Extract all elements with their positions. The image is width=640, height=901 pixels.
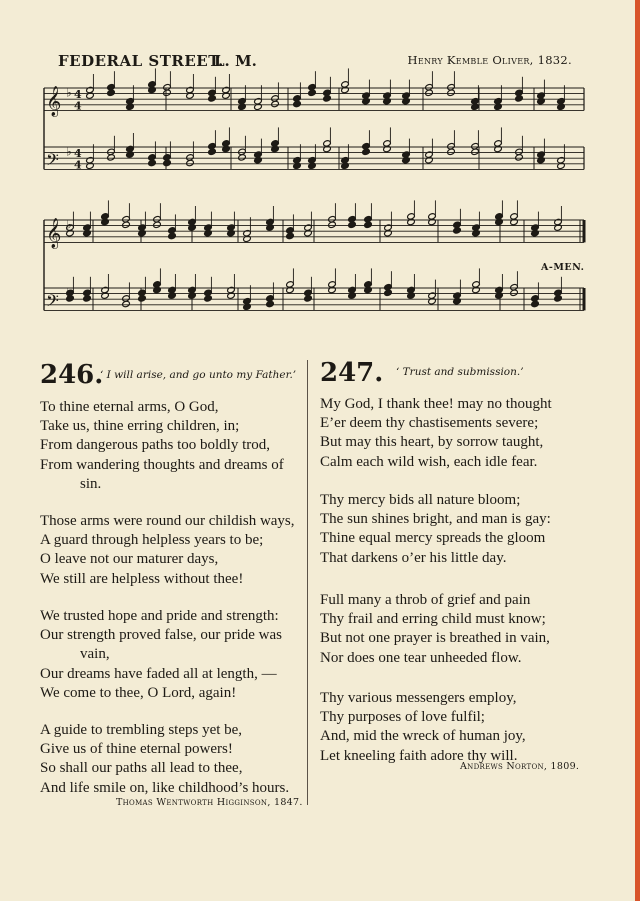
treble-clef: 𝄞 (46, 86, 62, 117)
hymn-number: 247. (320, 358, 384, 388)
verse-line: We still are helpless without thee! (40, 570, 244, 587)
hymn-author: Andrews Norton, 1809. (460, 761, 580, 772)
music-score (0, 0, 640, 340)
bass-clef: 𝄢 (46, 290, 59, 315)
verse-line: Give us of thine eternal powers! (40, 741, 233, 758)
verse-line: Thy various messengers employ, (320, 690, 517, 706)
stanza-1 (320, 395, 552, 472)
hymn-motto: ‘ I will arise, and go unto my Father.’ (100, 369, 297, 381)
verse-line: E’er deem thy chastisements severe; (320, 415, 539, 432)
bass-clef: 𝄢 (46, 149, 59, 174)
hymn-author: Thomas Wentworth Higginson, 1847. (116, 797, 303, 808)
stanza-3 (40, 607, 282, 703)
verse-line: The sun shines bright, and man is gay: (320, 511, 551, 528)
tune-meter: L. M. (214, 52, 257, 70)
verse-line: From wandering thoughts and dreams of (40, 456, 284, 473)
tune-name: FEDERAL STREET. (58, 52, 224, 70)
column-divider (307, 360, 308, 805)
time-signature: 4 (74, 99, 82, 113)
verse-line: My God, I thank thee! may no thought (320, 396, 552, 412)
amen-label: A-MEN. (541, 262, 585, 273)
key-signature-flat: ♭ (66, 144, 72, 159)
verse-line: We come to thee, O Lord, again! (40, 684, 237, 701)
verse-line: Our dreams have faded all at length, — (40, 665, 277, 682)
verse-line: O leave not our maturer days, (40, 551, 219, 568)
verse-line: But not one prayer is breathed in vain, (320, 630, 550, 647)
stanza-2 (320, 491, 551, 568)
verse-line: Those arms were round our childish ways, (40, 513, 295, 529)
verse-line: Calm each wild wish, each idle fear. (320, 453, 538, 470)
verse-line: We trusted hope and pride and strength: (40, 608, 279, 624)
verse-line: Let kneeling faith adore thy will. (320, 747, 518, 764)
verse-line: So shall our paths all lead to thee, (40, 760, 243, 777)
verse-line: sin. (80, 475, 102, 492)
stanza-3 (320, 591, 550, 668)
verse-line: From dangerous paths too boldly trod, (40, 437, 270, 454)
verse-line: Full many a throb of grief and pain (320, 592, 531, 608)
verse-line: A guard through helpless years to be; (40, 532, 264, 549)
key-signature-flat: ♭ (66, 85, 72, 100)
verse-line: Take us, thine erring children, in; (40, 418, 240, 435)
tune-composer: Henry Kemble Oliver, 1832. (407, 53, 572, 67)
verse-line: A guide to trembling steps yet be, (40, 722, 243, 738)
verse-line: Nor does one tear unheeded flow. (320, 649, 522, 666)
hymn-motto: ‘ Trust and submission.’ (396, 366, 524, 378)
stanza-4 (40, 721, 289, 798)
verse-line: vain, (80, 646, 110, 663)
time-signature: 4 (74, 147, 82, 161)
time-signature: 4 (74, 158, 82, 172)
verse-line: Thy mercy bids all nature bloom; (320, 492, 521, 508)
verse-line: But may this heart, by sorrow taught, (320, 434, 544, 451)
key-signature-flat: ♭ (66, 217, 72, 232)
verse-line: And, mid the wreck of human joy, (320, 728, 526, 745)
verse-line: To thine eternal arms, O God, (40, 399, 219, 415)
verse-line: Thy frail and erring child must know; (320, 611, 546, 628)
verse-line: That darkens o’er his little day. (320, 549, 507, 566)
verse-line: And life smile on, like childhood’s hours. (40, 779, 290, 796)
verse-line: Thy purposes of love fulfil; (320, 709, 485, 726)
treble-clef: 𝄞 (46, 218, 62, 249)
verse-line: Our strength proved false, our pride was (40, 627, 283, 644)
time-signature: 4 (74, 88, 82, 102)
verse-line: Thine equal mercy spreads the gloom (320, 530, 546, 547)
stanza-4 (320, 689, 526, 766)
stanza-2 (40, 512, 295, 589)
hymn-number: 246. (40, 360, 104, 390)
stanza-1 (40, 398, 284, 494)
